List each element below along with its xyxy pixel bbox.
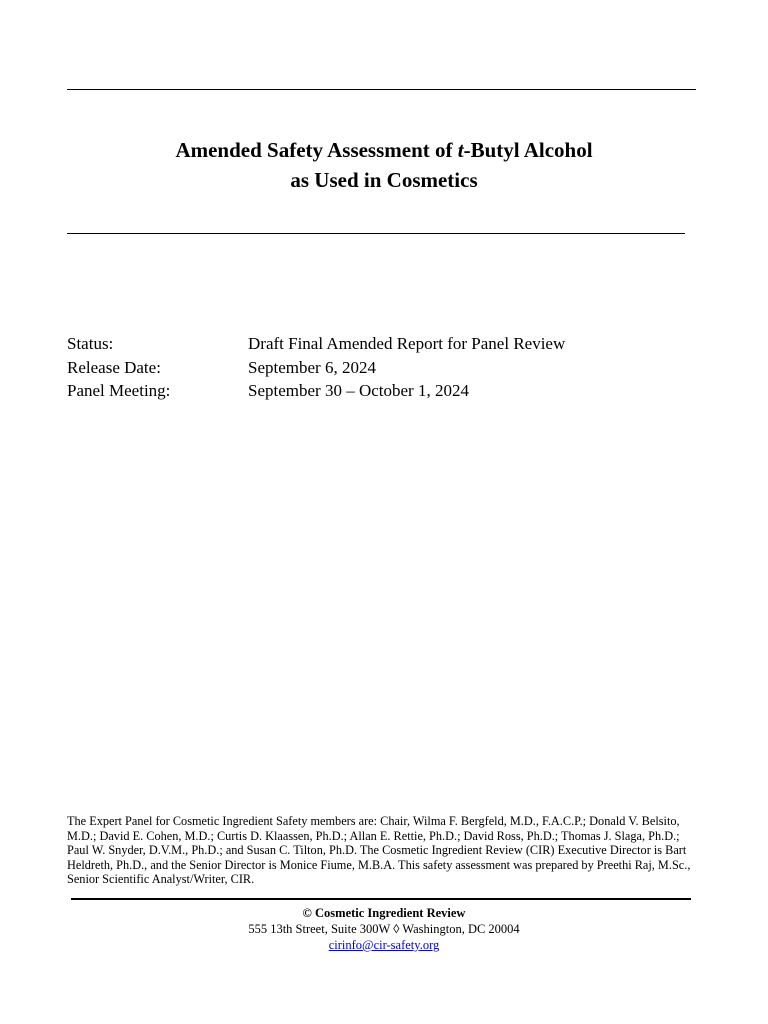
panel-meeting-label: Panel Meeting:: [67, 381, 171, 400]
release-date-label: Release Date:: [67, 357, 161, 377]
email-link[interactable]: cirinfo@cir-safety.org: [328, 938, 440, 952]
panel-meeting-row: [67, 379, 565, 403]
address: 555 13th Street, Suite 300W ◊ Washington, DC 20004: [248, 922, 520, 936]
copyright-notice: © Cosmetic Ingredient Review: [302, 906, 466, 920]
panel-meeting-value: September 30 – October 1, 2024: [248, 381, 469, 400]
status-label: Status:: [67, 334, 114, 353]
footer: [0, 905, 768, 953]
title-line-2: as Used in Cosmetics: [290, 168, 478, 192]
top-divider: [67, 89, 696, 90]
expert-panel-note: The Expert Panel for Cosmetic Ingredient Safety members are: Chair, Wilma F. Bergfeld, M.D., F.A.C.P.; Donald V. Belsito, M.D.; David E. Cohen, M.D.; Curtis D. Klaassen, Ph.D.; Allan E. Rettie, Ph.D.; David Ross, Ph.D.; Thomas J. Slaga, Ph.D.; Paul W. Snyder, D.V.M., Ph.D.; and Susan C. Tilton, Ph.D. The Cosmetic Ingredient Review (CIR) Executive Director is Bart Heldreth, Ph.D., and the Senior Director is Monice Fiume, M.B.A. This safety assessment was prepared by Preethi Raj, M.Sc., Senior Scientific Analyst/Writer, CIR.: [67, 814, 691, 887]
release-date-row: [67, 356, 565, 380]
document-meta: [67, 332, 565, 403]
document-title: [0, 135, 768, 195]
title-italic-prefix: t: [457, 138, 464, 162]
title-bottom-divider: [67, 233, 685, 234]
status-value: Draft Final Amended Report for Panel Review: [248, 334, 566, 353]
title-prefix: Amended Safety Assessment of: [175, 138, 458, 162]
title-suffix: -Butyl Alcohol: [463, 138, 593, 162]
footer-divider: [71, 898, 691, 900]
title-line-1: [0, 135, 768, 165]
release-date-value: September 6, 2024: [248, 357, 376, 377]
status-row: [67, 332, 565, 356]
